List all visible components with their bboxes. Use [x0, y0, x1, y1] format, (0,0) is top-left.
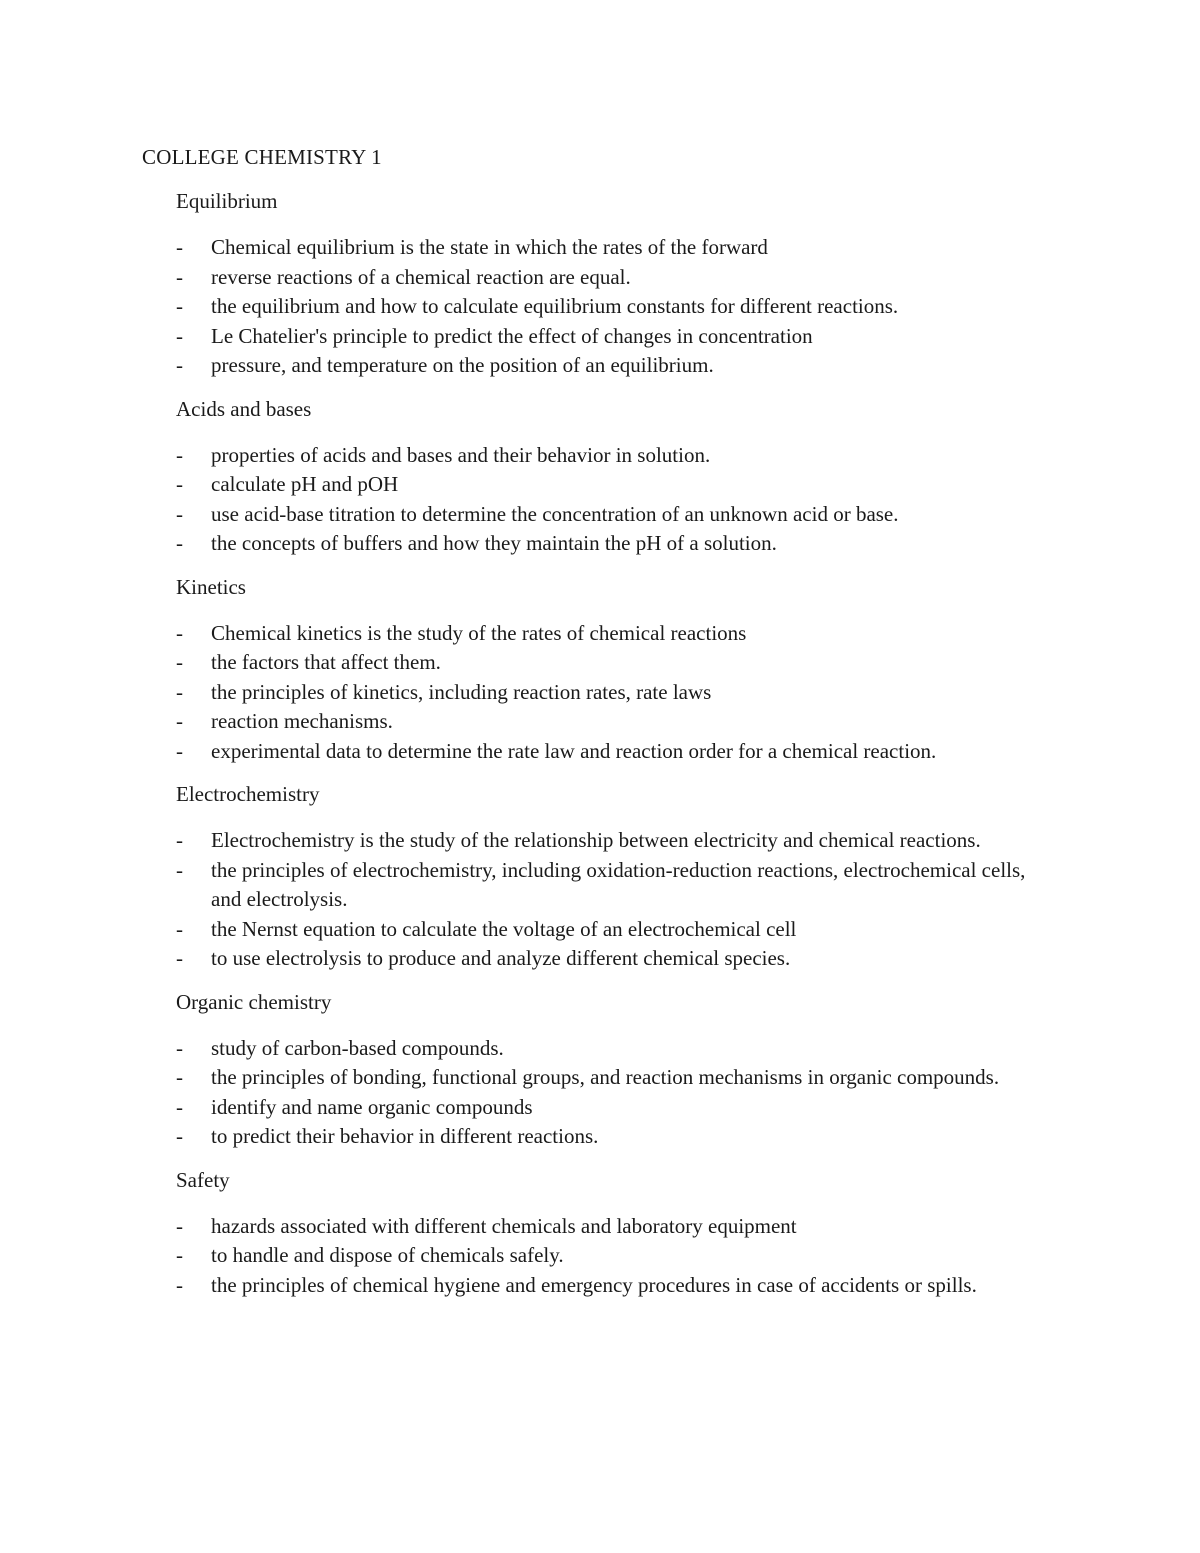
list-item-text: the factors that affect them.	[211, 650, 441, 674]
list-item-text: the principles of bonding, functional groups, and reaction mechanisms in organic compounds.	[211, 1065, 1000, 1089]
section-equilibrium	[176, 188, 1046, 381]
bullet-dash: -	[176, 472, 183, 496]
list-item-text: calculate pH and pOH	[211, 472, 399, 496]
document-body	[176, 188, 1046, 1315]
list-item-text: Le Chatelier's principle to predict the effect of changes in concentration	[211, 323, 813, 348]
list-item-text: Electrochemistry is the study of the relationship between electricity and chemical reactions.	[211, 828, 981, 852]
bullet-dash: -	[176, 709, 183, 733]
section-electrochemistry	[176, 781, 1046, 974]
section-organic-chemistry	[176, 989, 1046, 1152]
bullet-dash: -	[176, 620, 183, 645]
section-heading: Kinetics	[176, 574, 246, 599]
section-heading: Acids and bases	[176, 396, 312, 421]
list-item-text: Chemical kinetics is the study of the rates of chemical reactions	[211, 620, 747, 645]
bullet-list	[176, 826, 1046, 974]
bullet-list	[176, 233, 1046, 381]
list-item	[176, 944, 1046, 974]
bullet-dash: -	[176, 323, 183, 348]
list-item-text: the principles of kinetics, including reaction rates, rate laws	[211, 679, 712, 704]
bullet-dash: -	[176, 235, 183, 259]
bullet-dash: -	[176, 946, 183, 970]
list-item	[176, 707, 1046, 737]
list-item	[176, 826, 1046, 856]
bullet-dash: -	[176, 916, 183, 941]
bullet-dash: -	[176, 1272, 183, 1297]
list-item	[176, 1241, 1046, 1271]
bullet-list	[176, 1034, 1046, 1152]
list-item	[176, 500, 1046, 530]
bullet-dash: -	[176, 650, 183, 674]
list-item	[176, 470, 1046, 500]
list-item	[176, 441, 1046, 471]
list-item-text: Chemical equilibrium is the state in which the rates of the forward	[211, 235, 768, 259]
list-item-text: the equilibrium and how to calculate equilibrium constants for different reactions.	[211, 294, 899, 318]
bullet-dash: -	[176, 1213, 183, 1238]
list-item	[176, 322, 1046, 352]
bullet-dash: -	[176, 264, 183, 289]
bullet-dash: -	[176, 679, 183, 704]
list-item-text: reverse reactions of a chemical reaction are equal.	[211, 264, 631, 289]
list-item-text: the Nernst equation to calculate the voltage of an electrochemical cell	[211, 916, 797, 941]
section-heading: Equilibrium	[176, 189, 278, 213]
list-item	[176, 263, 1046, 293]
list-item-text: to use electrolysis to produce and analyze different chemical species.	[211, 946, 791, 970]
list-item-text: the concepts of buffers and how they maintain the pH of a solution.	[211, 531, 777, 555]
list-item	[176, 529, 1046, 559]
list-item	[176, 233, 1046, 263]
bullet-dash: -	[176, 1065, 183, 1089]
list-item-text: hazards associated with different chemicals and laboratory equipment	[211, 1213, 797, 1238]
list-item	[176, 915, 1046, 945]
list-item	[176, 1093, 1046, 1123]
list-item-text: use acid-base titration to determine the concentration of an unknown acid or base.	[211, 501, 899, 526]
bullet-dash: -	[176, 442, 183, 467]
list-item-text: to predict their behavior in different reactions.	[211, 1124, 599, 1148]
list-item	[176, 1063, 1046, 1093]
bullet-dash: -	[176, 828, 183, 852]
list-item-text: experimental data to determine the rate law and reaction order for a chemical reaction.	[211, 738, 937, 763]
section-acids-and-bases	[176, 396, 1046, 559]
list-item	[176, 351, 1046, 381]
section-heading: Safety	[176, 1167, 230, 1192]
section-safety	[176, 1167, 1046, 1301]
list-item	[176, 292, 1046, 322]
list-item	[176, 1034, 1046, 1064]
list-item	[176, 678, 1046, 708]
bullet-dash: -	[176, 1243, 183, 1267]
bullet-dash: -	[176, 857, 183, 882]
bullet-dash: -	[176, 738, 183, 763]
section-kinetics	[176, 574, 1046, 767]
list-item	[176, 1212, 1046, 1242]
list-item-text: identify and name organic compounds	[211, 1094, 533, 1119]
section-heading: Electrochemistry	[176, 782, 320, 806]
list-item-text: properties of acids and bases and their behavior in solution.	[211, 442, 711, 467]
list-item	[176, 1271, 1046, 1301]
list-item-text: study of carbon-based compounds.	[211, 1035, 504, 1060]
bullet-dash: -	[176, 1035, 183, 1060]
list-item-text: the principles of electrochemistry, including oxidation-reduction reactions, electrochemical cells, and electrolysis.	[211, 857, 1026, 911]
bullet-list	[176, 1212, 1046, 1301]
bullet-list	[176, 441, 1046, 559]
list-item-text: reaction mechanisms.	[211, 709, 393, 733]
bullet-dash: -	[176, 501, 183, 526]
list-item	[176, 856, 1046, 915]
section-heading: Organic chemistry	[176, 989, 332, 1014]
bullet-dash: -	[176, 1124, 183, 1148]
bullet-list	[176, 619, 1046, 767]
bullet-dash: -	[176, 294, 183, 318]
list-item-text: pressure, and temperature on the position of an equilibrium.	[211, 353, 714, 377]
list-item	[176, 648, 1046, 678]
list-item	[176, 737, 1046, 767]
bullet-dash: -	[176, 1094, 183, 1119]
list-item	[176, 1122, 1046, 1152]
list-item-text: the principles of chemical hygiene and emergency procedures in case of accidents or spills.	[211, 1272, 977, 1297]
document-title: COLLEGE CHEMISTRY 1	[142, 145, 382, 169]
list-item	[176, 619, 1046, 649]
bullet-dash: -	[176, 353, 183, 377]
bullet-dash: -	[176, 531, 183, 555]
list-item-text: to handle and dispose of chemicals safely.	[211, 1243, 564, 1267]
